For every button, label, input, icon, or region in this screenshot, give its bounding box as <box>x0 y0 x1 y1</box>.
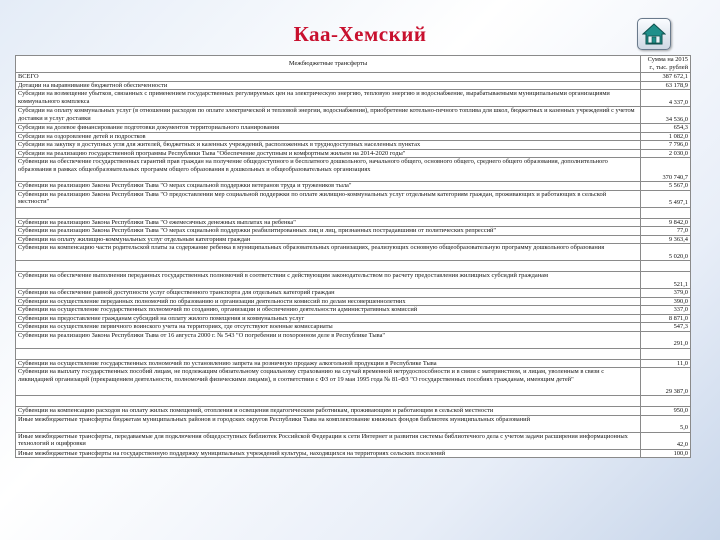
table-row <box>16 314 691 323</box>
table-row <box>16 235 691 244</box>
row-name: Субсидии на долевое финансирование подготовки документов территориального планирования <box>16 124 641 133</box>
row-name: Субвенции на осуществление первичного воинского учета на территориях, где отсутствуют военные комиссариаты <box>16 323 641 332</box>
row-value: 387 672,1 <box>641 73 691 82</box>
row-name: Субвенции на оплату жилищно-коммунальных услуг отдельным категориям граждан <box>16 235 641 244</box>
page-title: Каа-Хемский <box>293 22 427 46</box>
row-name: ВСЕГО <box>16 73 641 82</box>
header-sum-cell: Сумма на 2015 г., тыс. рублей <box>641 56 691 73</box>
table-row <box>16 359 691 368</box>
table-row <box>16 132 691 141</box>
row-value: 7 796,0 <box>641 141 691 150</box>
row-name: Субвенции на выплату государственных пособий лицам, не подлежащим обязательному социальному страхованию на случай временной нетрудоспособности и в связи с материнством, и лицам, уволенным в связи с ликвидацией организаций (прекращением деятельности, полномочий физическими лицами), в соответствии с ФЗ от 19 мая 1995 года № 81-ФЗ "О государственных пособиях гражданам, имеющим детей" <box>16 368 641 396</box>
row-value: 5 020,0 <box>641 244 691 261</box>
row-value: 390,0 <box>641 297 691 306</box>
row-value: 11,0 <box>641 359 691 368</box>
row-name: Субвенции на предоставление гражданам субсидий на оплату жилого помещения и коммунальных услуг <box>16 314 641 323</box>
table-row <box>16 190 691 207</box>
row-name: Субсидии на возмещение убытков, связанных с применением государственных регулируемых цен на электрическую энергию, тепловую энергию и водоснабжение, вырабатываемыми муниципальными организациями коммунального комплекса <box>16 90 641 107</box>
table-row <box>16 227 691 236</box>
table-row <box>16 73 691 82</box>
row-value: 63 178,9 <box>641 81 691 90</box>
row-value: 5,0 <box>641 415 691 432</box>
row-name: Иные межбюджетные трансферты, передаваемые для подключения общедоступных библиотек Российской Федерации к сети Интернет и развития системы библиотечного дела с учетом задачи расширения информационных технологий и оцифровки <box>16 432 641 449</box>
row-value: 34 536,0 <box>641 107 691 124</box>
table-row <box>16 306 691 315</box>
row-name: Субсидии на оздоровление детей и подростков <box>16 132 641 141</box>
row-value: 4 337,0 <box>641 90 691 107</box>
table-row <box>16 449 691 458</box>
row-value: 9 842,0 <box>641 218 691 227</box>
row-value: 77,0 <box>641 227 691 236</box>
row-name: Субвенции на реализацию Закона Республики Тыва "О ежемесячных денежных выплатах на ребенка" <box>16 218 641 227</box>
row-name: Субсидии на оплату коммунальных услуг (в отношении расходов по оплате электрической и тепловой энергии, водоснабжения), приобретение котельно-печного топлива для школ, бюджетных и казенных учреждений с учетом доставки и услуг доставки <box>16 107 641 124</box>
row-value: 379,0 <box>641 289 691 298</box>
row-name: Субвенции на компенсацию расходов на оплату жилых помещений, отопления и освещения педагогическим работникам, проживающим и работающим в сельской местности <box>16 407 641 416</box>
table-row <box>16 415 691 432</box>
row-value: 547,3 <box>641 323 691 332</box>
row-name: Субвенции на реализацию Закона Республики Тыва от 16 августа 2000 г. № 543 "О погребении и похоронном деле в Республике Тыва" <box>16 331 641 348</box>
row-value: 29 387,0 <box>641 368 691 396</box>
row-name: Иные межбюджетные трансферты бюджетам муниципальных районов и городских округов Республики Тыва на комплектование книжных фондов библиотек муниципальных образований <box>16 415 641 432</box>
table-row <box>16 432 691 449</box>
table-row <box>16 81 691 90</box>
table-row <box>16 141 691 150</box>
table-row <box>16 297 691 306</box>
spacer-row <box>16 396 691 407</box>
table-row <box>16 182 691 191</box>
row-value: 1 082,0 <box>641 132 691 141</box>
table-row <box>16 331 691 348</box>
row-name: Субвенции на реализацию Закона Республики Тыва "О мерах социальной поддержки реабилитированных лиц и лиц, признанных пострадавшими от политических репрессий" <box>16 227 641 236</box>
home-button[interactable] <box>637 18 671 50</box>
header-name-cell: Межбюджетные трансферты <box>16 56 641 73</box>
row-value: 521,1 <box>641 272 691 289</box>
table-row <box>16 407 691 416</box>
row-value: 2 030,0 <box>641 149 691 158</box>
row-value: 337,0 <box>641 306 691 315</box>
row-value: 8 871,0 <box>641 314 691 323</box>
table-row <box>16 149 691 158</box>
spacer-row <box>16 207 691 218</box>
spacer-row <box>16 261 691 272</box>
table-row <box>16 244 691 261</box>
home-icon <box>642 22 666 46</box>
row-name: Субвенции на компенсацию части родительской платы за содержание ребенка в муниципальных образовательных организациях, реализующих основную общеобразовательную программу дошкольного образования <box>16 244 641 261</box>
table-row <box>16 323 691 332</box>
row-name: Субвенции на реализацию Закона Республики Тыва "О мерах социальной поддержки ветеранов труда и тружеников тыла" <box>16 182 641 191</box>
row-value: 5 497,1 <box>641 190 691 207</box>
row-value: 291,0 <box>641 331 691 348</box>
row-name: Субсидии на реализацию государственной программы Республики Тыва "Обеспечение доступным и комфортным жильем на 2014-2020 годы" <box>16 149 641 158</box>
table-header-row <box>16 56 691 73</box>
table-row <box>16 218 691 227</box>
row-name: Субвенции на обеспечение государственных гарантий прав граждан на получение общедоступного и бесплатного дошкольного, начального общего, основного общего, среднего общего образования, дополнительного образования в рамках общеобразовательных программ общего образования в дошкольных и общеобразовательных организациях <box>16 158 641 182</box>
table-row <box>16 272 691 289</box>
row-name: Субвенции на осуществление переданных полномочий по образованию и организации деятельности комиссий по делам несовершеннолетних <box>16 297 641 306</box>
row-value: 950,0 <box>641 407 691 416</box>
row-name: Субвенции на реализацию Закона Республики Тыва "О предоставлении мер социальной поддержки по оплате жилищно-коммунальных услуг отдельным категориям граждан, проживающих и работающих в сельской местности" <box>16 190 641 207</box>
spacer-row <box>16 348 691 359</box>
row-value: 370 740,7 <box>641 158 691 182</box>
row-value: 100,0 <box>641 449 691 458</box>
table-row <box>16 289 691 298</box>
row-name: Субвенции на осуществление государственных полномочий по созданию, организации и обеспечению деятельности административных комиссий <box>16 306 641 315</box>
transfers-table <box>15 55 691 458</box>
table-row <box>16 124 691 133</box>
row-name: Дотации на выравнивание бюджетной обеспеченности <box>16 81 641 90</box>
row-name: Субсидии на закупку в доступных угля для жителей, бюджетных и казенных учреждений, расположенных в труднодоступных населенных пунктах <box>16 141 641 150</box>
row-value: 5 567,0 <box>641 182 691 191</box>
row-value: 9 363,4 <box>641 235 691 244</box>
table-row <box>16 158 691 182</box>
row-name: Субвенции на осуществление государственных полномочий по установлению запрета на розничную продажу алкогольной продукции в Республике Тыва <box>16 359 641 368</box>
table-row <box>16 107 691 124</box>
row-value: 654,3 <box>641 124 691 133</box>
row-value: 42,0 <box>641 432 691 449</box>
row-name: Субвенции на обеспечение равной доступности услуг общественного транспорта для отдельных категорий граждан <box>16 289 641 298</box>
table-row <box>16 368 691 396</box>
row-name: Субвенции на обеспечение выполнения переданных государственных полномочий в соответствии с действующим законодательством по расчету предоставления жилищных субсидий гражданам <box>16 272 641 289</box>
table-row <box>16 90 691 107</box>
row-name: Иные межбюджетные трансферты на государственную поддержку муниципальных учреждений культуры, находящихся на территориях сельских поселений <box>16 449 641 458</box>
